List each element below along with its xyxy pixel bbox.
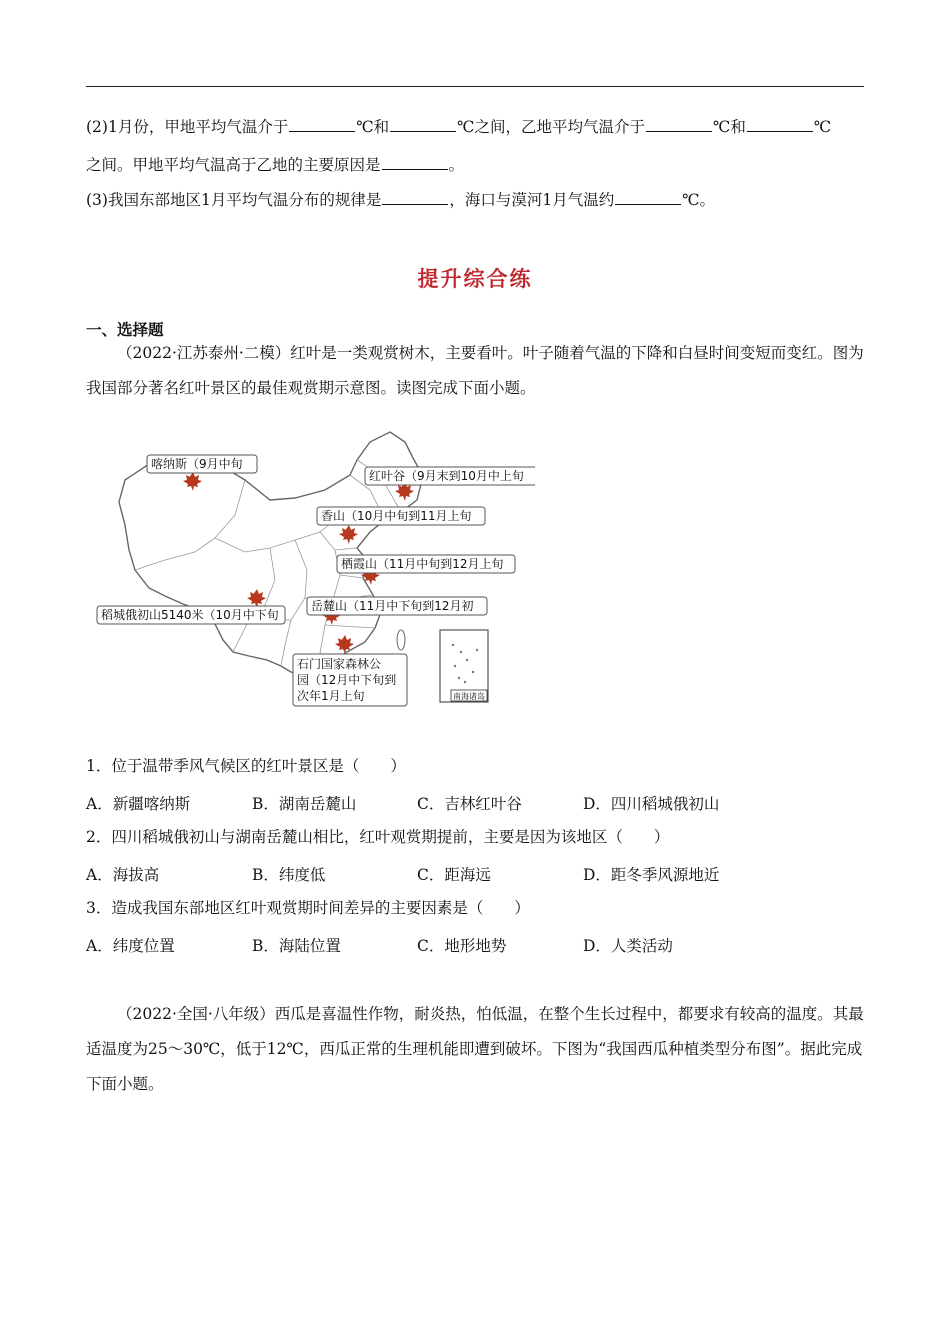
option-a[interactable]: A．纬度位置 bbox=[86, 937, 175, 955]
answer-blank[interactable] bbox=[289, 117, 355, 132]
answer-blank[interactable] bbox=[747, 117, 813, 132]
question-1-stem: 1．位于温带季风气候区的红叶景区是（ ） bbox=[86, 757, 406, 775]
option-d[interactable]: D．人类活动 bbox=[583, 937, 673, 955]
question-3-stem: 3．造成我国东部地区红叶观赏期时间差异的主要因素是（ ） bbox=[86, 899, 530, 917]
answer-blank[interactable] bbox=[382, 155, 448, 170]
answer-blank[interactable] bbox=[646, 117, 712, 132]
label-kanas: 喀纳斯（9月中旬 bbox=[151, 457, 243, 471]
question-1-options bbox=[86, 792, 866, 814]
label-shimen-1: 石门国家森林公 bbox=[297, 657, 382, 671]
label-yuelu: 岳麓山（11月中下旬到12月初 bbox=[311, 599, 474, 613]
question-2-line-2 bbox=[86, 155, 464, 175]
header-rule bbox=[86, 86, 864, 87]
answer-blank[interactable] bbox=[390, 117, 456, 132]
text: (2)1月份，甲地平均气温介于 bbox=[86, 118, 289, 136]
answer-blank[interactable] bbox=[615, 190, 681, 205]
section-title: 提升综合练 bbox=[417, 266, 533, 291]
label-daocheng: 稻城俄初山5140米（10月中下旬 bbox=[101, 608, 279, 622]
option-d[interactable]: D．距冬季风源地近 bbox=[583, 866, 720, 884]
label-xiangshan: 香山（10月中旬到11月上旬 bbox=[321, 509, 472, 523]
taiwan-island bbox=[397, 630, 405, 650]
answer-blank[interactable] bbox=[382, 190, 448, 205]
question-2-stem: 2．四川稻城俄初山与湖南岳麓山相比，红叶观赏期提前，主要是因为该地区（ ） bbox=[86, 828, 670, 846]
option-a[interactable]: A．海拔高 bbox=[86, 866, 160, 884]
option-d[interactable]: D．四川稻城俄初山 bbox=[583, 795, 720, 813]
question-3-options bbox=[86, 934, 866, 956]
option-c[interactable]: C．地形地势 bbox=[417, 937, 507, 955]
text: ℃和 bbox=[356, 118, 390, 136]
label-shimen-3: 次年1月上旬 bbox=[297, 689, 365, 703]
label-jilin: 红叶谷（9月末到10月中上旬 bbox=[369, 469, 524, 483]
option-c[interactable]: C．距海远 bbox=[417, 866, 491, 884]
text: ℃和 bbox=[713, 118, 746, 136]
label-shimen-2: 园（12月中下旬到 bbox=[297, 673, 397, 687]
question-2-options bbox=[86, 863, 866, 885]
text: ，海口与漠河1月气温约 bbox=[449, 191, 615, 209]
option-b[interactable]: B．纬度低 bbox=[252, 866, 326, 884]
label-qixia: 栖霞山（11月中旬到12月上旬 bbox=[341, 557, 504, 571]
text: 。 bbox=[448, 156, 465, 174]
question-3-line bbox=[86, 190, 715, 210]
option-a[interactable]: A．新疆喀纳斯 bbox=[86, 795, 191, 813]
option-c[interactable]: C．吉林红叶谷 bbox=[417, 795, 522, 813]
intro-paragraph-1: （2022·江苏泰州·二模）红叶是一类观赏树木，主要看叶。叶子随着气温的下降和白昼时间变短而变红。图为我国部分著名红叶景区的最佳观赏期示意图。读图完成下面小题。 bbox=[86, 344, 864, 397]
option-b[interactable]: B．海陆位置 bbox=[252, 937, 341, 955]
text: ℃。 bbox=[682, 191, 716, 209]
option-b[interactable]: B．湖南岳麓山 bbox=[252, 795, 357, 813]
question-2-line-1 bbox=[86, 117, 831, 137]
red-leaf-map bbox=[95, 420, 535, 710]
text: 之间。甲地平均气温高于乙地的主要原因是 bbox=[86, 156, 381, 174]
text: ℃之间，乙地平均气温介于 bbox=[457, 118, 646, 136]
text: (3)我国东部地区1月平均气温分布的规律是 bbox=[86, 191, 382, 209]
intro-paragraph-2: （2022·全国·八年级）西瓜是喜温性作物，耐炎热，怕低温，在整个生长过程中，都要求有较高的温度。其最适温度为25～30℃，低于12℃，西瓜正常的生理机能即遭到破坏。下图为“我国西瓜种植类型分布图”。据此完成下面小题。 bbox=[86, 1005, 864, 1093]
text: ℃ bbox=[813, 118, 832, 136]
subsection-heading: 一、选择题 bbox=[86, 320, 164, 339]
inset-caption: 南海诸岛 bbox=[453, 692, 485, 701]
